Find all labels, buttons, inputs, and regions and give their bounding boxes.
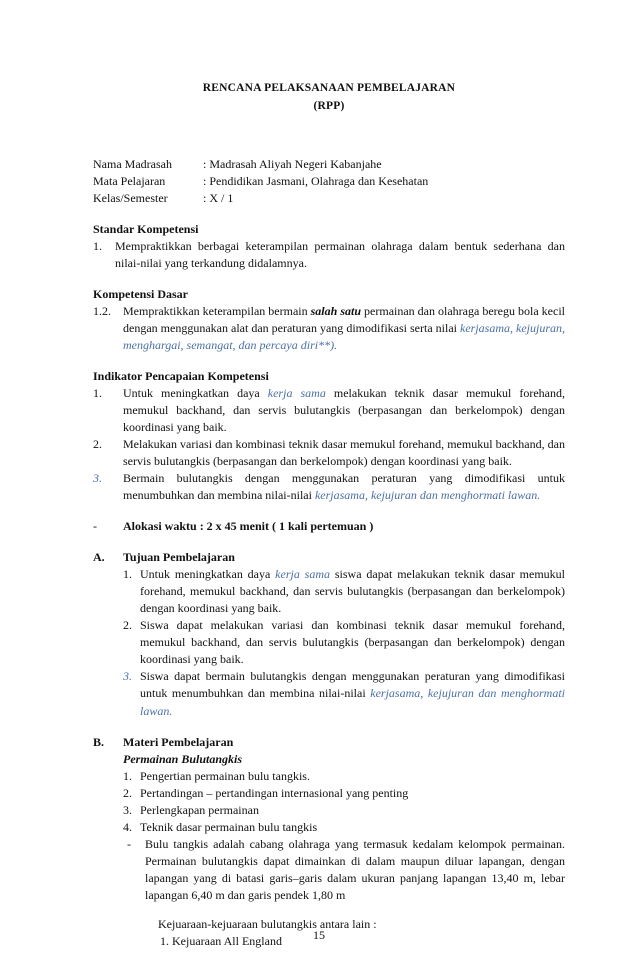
bullet-dash: - <box>93 519 97 534</box>
text-run: Siswa dapat bermain bulutangkis dengan menggunakan peraturan yang dimodifikasi untuk menumbuhkan dan membina nilai-nilai <box>140 669 565 701</box>
section-letter: B. <box>93 734 105 749</box>
highlight-text: kerja sama <box>267 385 326 400</box>
info-value: : Madrasah Aliyah Negeri Kabanjahe <box>203 156 382 171</box>
materi-subheading: Permainan Bulutangkis <box>123 751 243 766</box>
item-text: Pertandingan – pertandingan internasional yang penting <box>140 785 409 800</box>
item-number: 1.2. <box>93 303 111 318</box>
info-key: Kelas/Semester <box>93 190 168 205</box>
highlight-text: kerjasama, kejujuran, menghargai, semangat, dan percaya diri**). <box>123 320 566 352</box>
info-row-mapel <box>93 173 565 190</box>
item-text: Bulu tangkis adalah cabang olahraga yang termasuk kedalam kelompok permainan. Permainan bulutangkis dapat dimainkan di dalam maupun diluar lapangan, dengan lapangan yang di batasi garis–garis dalam ukuran panjang lapangan 13,40 m, lebar lapangan 6,40 m dan garis pendek 1,80 m <box>145 836 565 902</box>
document-title <box>93 80 565 116</box>
document-page <box>93 80 565 950</box>
text-run: Bermain bulutangkis dengan menggunakan peraturan yang dimodifikasi untuk menumbuhkan dan membina nilai-nilai <box>123 471 565 503</box>
alokasi-row <box>93 518 565 535</box>
highlight-text: kerja sama <box>275 567 331 582</box>
tujuan-section <box>93 549 565 719</box>
text-run: Mempraktikkan keterampilan bermain <box>123 303 308 318</box>
section-heading: Materi Pembelajaran <box>123 734 234 749</box>
kd-item <box>93 303 565 354</box>
info-key: Nama Madrasah <box>93 156 172 171</box>
info-value: : Pendidikan Jasmani, Olahraga dan Kesehatan <box>203 173 429 188</box>
item-number: 1. <box>123 567 132 582</box>
tujuan-item-1 <box>123 566 565 617</box>
tujuan-item-3 <box>123 668 565 719</box>
section-heading: Tujuan Pembelajaran <box>123 550 235 565</box>
kompetensi-dasar-section <box>93 286 565 354</box>
item-text: Pengertian permainan bulu tangkis. <box>140 768 310 783</box>
item-number: 3. <box>123 669 132 684</box>
standar-kompetensi-section <box>93 221 565 272</box>
identity-block <box>93 156 565 207</box>
item-number: 2. <box>123 618 132 633</box>
sk-item <box>93 238 565 272</box>
item-text <box>123 303 565 354</box>
item-number: 4. <box>123 819 132 834</box>
alokasi-waktu <box>93 518 565 535</box>
item-number: 2. <box>93 437 102 452</box>
highlight-text: kerjasama, kejujuran dan menghormati lawan. <box>140 686 565 718</box>
item-number: 3. <box>123 802 132 817</box>
title-line-1: RENCANA PELAKSANAAN PEMBELAJARAN <box>202 82 456 94</box>
info-row-kelas <box>93 190 565 207</box>
item-text <box>140 566 565 617</box>
item-text: Melakukan variasi dan kombinasi teknik dasar memukul forehand, memukul backhand, dan servis bulutangkis (berpasangan dan berkelompok) dengan koordinasi yang baik. <box>123 437 565 469</box>
item-number: 2. <box>123 785 132 800</box>
materi-item-4 <box>123 819 565 836</box>
item-text: Siswa dapat melakukan variasi dan kombinasi teknik dasar memukul forehand, memukul backhand, dan servis bulutangkis (berpasangan dan berkelompok) dengan koordinasi yang baik. <box>140 618 565 667</box>
title-line-2: (RPP) <box>313 99 345 112</box>
item-text <box>140 668 565 719</box>
item-number: 1. <box>123 768 132 783</box>
text-run: Untuk meningkatkan daya <box>123 385 260 400</box>
materi-item-3 <box>123 802 565 819</box>
materi-item-1 <box>123 768 565 785</box>
section-heading: Indikator Pencapaian Kompetensi <box>93 368 269 383</box>
indikator-item-3 <box>93 470 565 504</box>
text-run: melakukan teknik dasar memukul forehand, memukul backhand, dan servis bulutangkis (berpasangan dan berkelompok) dengan koordinasi yang baik. <box>123 385 565 435</box>
section-letter: A. <box>93 550 105 565</box>
item-number: 1. <box>93 385 102 400</box>
section-heading: Kompetensi Dasar <box>93 286 188 301</box>
emphasis-text: salah satu <box>310 303 362 318</box>
item-text: Teknik dasar permainan bulu tangkis <box>140 819 318 834</box>
highlight-text: kerjasama, kejujuran dan menghormati lawan. <box>314 488 541 503</box>
info-key: Mata Pelajaran <box>93 173 166 188</box>
materi-list <box>93 751 565 836</box>
indikator-section <box>93 368 565 504</box>
indikator-item-1 <box>93 385 565 436</box>
materi-dash-item <box>93 836 565 904</box>
text-run: permainan dan olahraga beregu bola kecil dengan menggunakan alat dan peraturan yang dimodifikasi serta nilai <box>123 303 566 335</box>
info-value: : X / 1 <box>203 190 234 205</box>
bullet-dash: - <box>127 836 131 851</box>
kejuaraan-item-1: 1. Kejuaraan All England <box>160 933 282 948</box>
indikator-item-2 <box>93 436 565 470</box>
alokasi-text: Alokasi waktu : 2 x 45 menit ( 1 kali pertemuan ) <box>123 519 374 534</box>
text-run: Untuk meningkatkan daya <box>140 567 271 582</box>
info-row-madrasah <box>93 156 565 173</box>
item-text: Mempraktikkan berbagai keterampilan permainan olahraga dalam bentuk sederhana dan nilai-nilai yang terkandung didalamnya. <box>115 238 565 270</box>
materi-item-2 <box>123 785 565 802</box>
kejuaraan-intro: Kejuaraan-kejuaraan bulutangkis antara lain : <box>158 916 377 931</box>
page-number: 15 <box>313 928 325 942</box>
item-text: Perlengkapan permainan <box>140 802 259 817</box>
tujuan-list <box>93 566 565 719</box>
item-text <box>123 385 565 436</box>
text-run: siswa dapat melakukan teknik dasar memukul forehand, memukul backhand, dan servis bulutangkis (berpasangan dan berkelompok) dengan koordinasi yang baik. <box>140 567 566 616</box>
materi-section <box>93 734 565 950</box>
section-heading: Standar Kompetensi <box>93 221 199 236</box>
item-number: 1. <box>93 238 102 253</box>
item-number: 3. <box>93 471 102 486</box>
tujuan-item-2 <box>123 617 565 668</box>
item-text <box>123 470 565 504</box>
materi-heading-row <box>93 734 565 751</box>
tujuan-heading-row <box>93 549 565 566</box>
